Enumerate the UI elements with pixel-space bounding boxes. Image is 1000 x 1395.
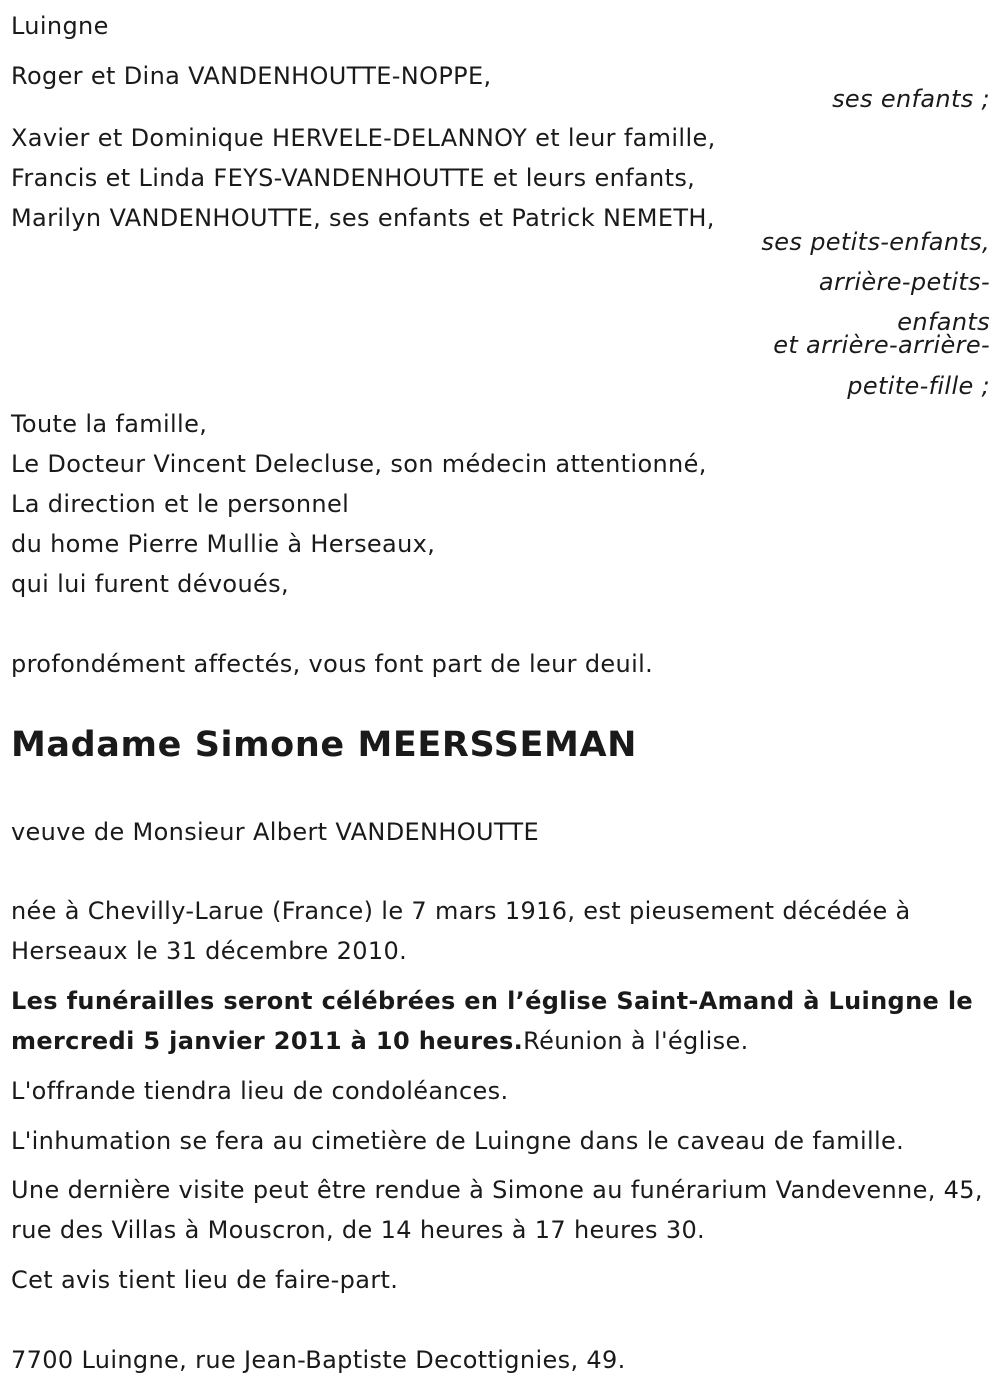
- location-heading: Luingne: [11, 12, 109, 40]
- grandchildren-line-2: Francis et Linda FEYS-VANDENHOUTTE et leurs enfants,: [11, 164, 696, 192]
- grandchildren-label-2: arrière-petits-: [818, 268, 990, 296]
- family-line-3: La direction et le personnel: [11, 490, 350, 518]
- grandchildren-label-3: enfants: [897, 308, 990, 336]
- grandchildren-line-1: Xavier et Dominique HERVELE-DELANNOY et leur famille,: [11, 124, 716, 152]
- burial: L'inhumation se fera au cimetière de Luingne dans le caveau de famille.: [11, 1127, 905, 1155]
- children-line: Roger et Dina VANDENHOUTTE-NOPPE,: [11, 62, 492, 90]
- notice: Cet avis tient lieu de faire-part.: [11, 1266, 399, 1294]
- funeral-details: Les funérailles seront célébrées en l’église Saint-Amand à Luingne le mercredi 5 janvier 2011 à 10 heures.: [11, 987, 974, 1055]
- children-label: ses enfants ;: [832, 85, 990, 113]
- grandchildren-line-3: Marilyn VANDENHOUTTE, ses enfants et Patrick NEMETH,: [11, 204, 715, 232]
- offering: L'offrande tiendra lieu de condoléances.: [11, 1077, 509, 1105]
- family-line-5: qui lui furent dévoués,: [11, 570, 289, 598]
- family-line-4: du home Pierre Mullie à Herseaux,: [11, 530, 436, 558]
- address: 7700 Luingne, rue Jean-Baptiste Decottignies, 49.: [11, 1346, 626, 1374]
- family-line-1: Toute la famille,: [11, 410, 208, 438]
- birth-death: née à Chevilly-Larue (France) le 7 mars 1916, est pieusement décédée à Herseaux le 31 décembre 2010.: [11, 897, 911, 965]
- deceased-name: Madame Simone MEERSSEMAN: [11, 725, 638, 765]
- grandchildren-label-1: ses petits-enfants,: [761, 228, 990, 256]
- grandchildren-label-5: petite-fille ;: [847, 372, 990, 400]
- funeral-meeting: Réunion à l'église.: [523, 1027, 749, 1055]
- grandchildren-label-4: et arrière-arrière-: [773, 331, 990, 359]
- widow-of: veuve de Monsieur Albert VANDENHOUTTE: [11, 818, 540, 846]
- funeral-paragraph: [11, 981, 986, 1061]
- announcement: profondément affectés, vous font part de leur deuil.: [11, 650, 654, 678]
- last-visit: Une dernière visite peut être rendue à Simone au funérarium Vandevenne, 45, rue des Villas à Mouscron, de 14 heures à 17 heures 30.: [11, 1176, 983, 1244]
- family-line-2: Le Docteur Vincent Delecluse, son médecin attentionné,: [11, 450, 707, 478]
